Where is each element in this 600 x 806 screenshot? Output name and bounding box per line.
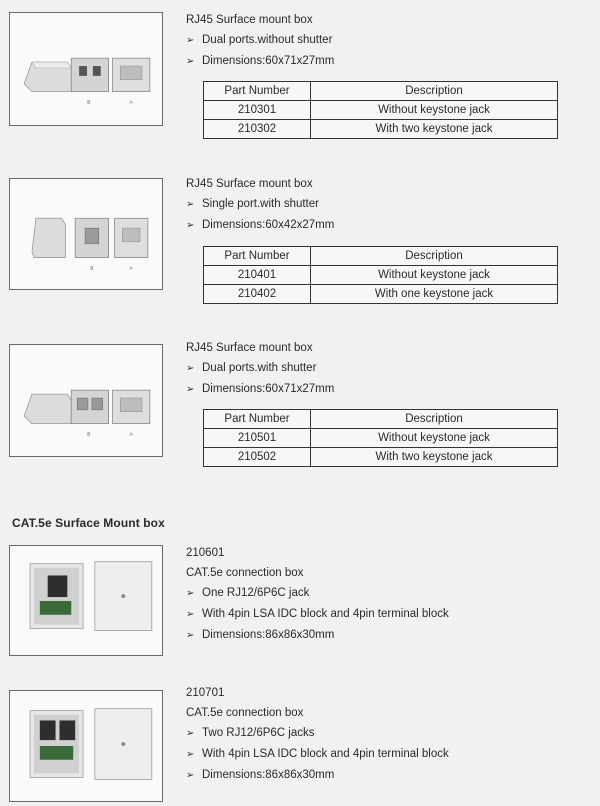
description-cell: With two keystone jack xyxy=(311,448,558,467)
feature-bullet: ➢ One RJ12/6P6C jack xyxy=(186,583,449,604)
table-row xyxy=(204,120,558,139)
feature-bullet: ➢ Single port.with shutter xyxy=(186,194,334,215)
product-info xyxy=(186,174,334,236)
product-info xyxy=(186,543,449,646)
connection-box-image xyxy=(10,546,162,655)
part-number: 210601 xyxy=(186,547,225,559)
photo-label-b: B xyxy=(87,432,91,438)
description-cell: With two keystone jack xyxy=(311,120,558,139)
photo-label-a: A xyxy=(129,432,133,438)
photo-label-a: A xyxy=(129,266,133,272)
product-info xyxy=(186,683,449,786)
product-photo-rj45-single-shutter xyxy=(9,178,163,290)
photo-label-a: A xyxy=(129,100,133,106)
part-number-cell: 210502 xyxy=(204,448,311,467)
table-row xyxy=(204,101,558,120)
product-photo-rj45-dual-no-shutter xyxy=(9,12,163,126)
feature-bullet: ➢ With 4pin LSA IDC block and 4pin terminal block xyxy=(186,744,449,765)
part-number-cell: 210302 xyxy=(204,120,311,139)
column-header: Part Number xyxy=(204,82,311,101)
product-photo-rj45-dual-shutter xyxy=(9,344,163,457)
product-title: CAT.5e connection box xyxy=(186,567,304,579)
table-header-row xyxy=(204,82,558,101)
feature-bullet: ➢ Dimensions:86x86x30mm xyxy=(186,765,449,786)
photo-label-b: B xyxy=(87,100,91,106)
description-cell: With one keystone jack xyxy=(311,285,558,304)
table-row xyxy=(204,448,558,467)
part-table xyxy=(203,409,558,467)
section-title: CAT.5e Surface Mount box xyxy=(12,516,165,530)
part-number-cell: 210501 xyxy=(204,429,311,448)
column-header: Description xyxy=(311,82,558,101)
surface-box-image xyxy=(10,179,162,289)
description-cell: Without keystone jack xyxy=(311,101,558,120)
feature-bullet: ➢ Dimensions:86x86x30mm xyxy=(186,625,449,646)
surface-box-image xyxy=(10,345,162,456)
table-row xyxy=(204,429,558,448)
surface-box-image xyxy=(10,13,162,125)
feature-bullet: ➢ With 4pin LSA IDC block and 4pin terminal block xyxy=(186,604,449,625)
column-header: Description xyxy=(311,247,558,266)
product-title: RJ45 Surface mount box xyxy=(186,342,313,354)
feature-bullet: ➢ Dimensions:60x71x27mm xyxy=(186,51,334,72)
table-row xyxy=(204,266,558,285)
part-table xyxy=(203,246,558,304)
product-photo-cat5e-one-jack xyxy=(9,545,163,656)
part-number-cell: 210401 xyxy=(204,266,311,285)
product-photo-cat5e-two-jacks xyxy=(9,690,163,802)
product-title: RJ45 Surface mount box xyxy=(186,14,313,26)
table-row xyxy=(204,285,558,304)
feature-bullet: ➢ Dimensions:60x42x27mm xyxy=(186,215,334,236)
description-cell: Without keystone jack xyxy=(311,429,558,448)
column-header: Part Number xyxy=(204,247,311,266)
product-info xyxy=(186,10,334,72)
description-cell: Without keystone jack xyxy=(311,266,558,285)
feature-bullet: ➢ Dual ports.with shutter xyxy=(186,358,334,379)
part-number-cell: 210402 xyxy=(204,285,311,304)
part-table xyxy=(203,81,558,139)
table-header-row xyxy=(204,410,558,429)
product-title: CAT.5e connection box xyxy=(186,707,304,719)
product-info xyxy=(186,338,334,400)
table-header-row xyxy=(204,247,558,266)
feature-bullet: ➢ Dimensions:60x71x27mm xyxy=(186,379,334,400)
photo-label-b: B xyxy=(90,266,94,272)
part-number-cell: 210301 xyxy=(204,101,311,120)
column-header: Description xyxy=(311,410,558,429)
feature-bullet: ➢ Two RJ12/6P6C jacks xyxy=(186,723,449,744)
column-header: Part Number xyxy=(204,410,311,429)
feature-bullet: ➢ Dual ports.without shutter xyxy=(186,30,334,51)
part-number: 210701 xyxy=(186,687,225,699)
connection-box-image xyxy=(10,691,162,801)
product-title: RJ45 Surface mount box xyxy=(186,178,313,190)
